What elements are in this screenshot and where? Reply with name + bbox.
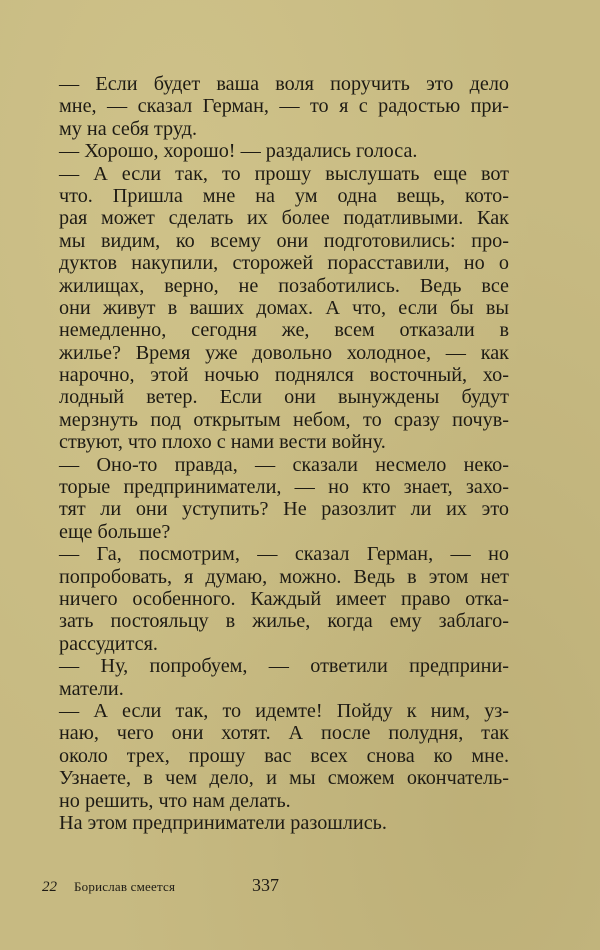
text-line: мне, — сказал Герман, — то я с радостью при-: [59, 95, 509, 118]
page-footer: [42, 876, 342, 898]
text-line: — А если так, то идемте! Пойду к ним, уз-: [59, 699, 509, 722]
text-line: матели.: [59, 677, 124, 700]
text-line: — Оно-то правда, — сказали несмело неко-: [59, 453, 509, 476]
text-line: что. Пришла мне на ум одна вещь, кото-: [59, 184, 509, 207]
text-line: дуктов накупили, сторожей порасставили, но о: [59, 252, 509, 275]
text-line: — Если будет ваша воля поручить это дело: [59, 73, 509, 95]
text-line: жилье? Время уже довольно холодное, — как: [59, 341, 509, 364]
text-line: жилищах, верно, не позаботились. Ведь все: [59, 274, 509, 297]
signature-mark: 22: [42, 879, 57, 895]
text-line: На этом предприниматели разошлись.: [59, 811, 387, 834]
text-line: нарочно, этой ночью поднялся восточный, хо-: [59, 364, 509, 387]
text-line: Узнаете, в чем дело, и мы сможем окончатель-: [59, 767, 509, 790]
text-line: около трех, прошу вас всех снова ко мне.: [59, 744, 509, 767]
text-line: тят ли они уступить? Не разозлит ли их это: [59, 498, 509, 521]
text-line: немедленно, сегодня же, всем отказали в: [59, 319, 509, 342]
text-line: но решить, что нам делать.: [59, 789, 291, 812]
text-line: еще больше?: [59, 520, 171, 543]
text-line: рассудится.: [59, 632, 158, 655]
text-line: наю, чего они хотят. А после полудня, так: [59, 722, 509, 745]
text-line: мы видим, ко всему они подготовились: про-: [59, 229, 509, 252]
text-line: рая может сделать их более податливыми. Как: [59, 207, 509, 230]
text-line: му на себя труд.: [59, 117, 198, 140]
text-line: попробовать, я думаю, можно. Ведь в этом нет: [59, 565, 509, 588]
page-number: 337: [252, 875, 279, 895]
text-line: — Хорошо, хорошо! — раздались голоса.: [59, 140, 418, 163]
text-line: — Га, посмотрим, — сказал Герман, — но: [59, 543, 509, 566]
text-line: лодный ветер. Если они вынуждены будут: [59, 386, 509, 409]
text-line: торые предприниматели, — но кто знает, захо-: [59, 476, 509, 499]
text-line: ствуют, что плохо с нами вести войну.: [59, 431, 386, 454]
text-line: — Ну, попробуем, — ответили предприни-: [59, 655, 509, 678]
text-line: ничего особенного. Каждый имеет право отка-: [59, 587, 509, 610]
body-text: [59, 73, 509, 834]
running-head: Борислав смеется: [74, 879, 176, 894]
text-line: они живут в ваших домах. А что, если бы вы: [59, 296, 509, 319]
text-line: — А если так, то прошу выслушать еще вот: [59, 162, 509, 185]
text-line: мерзнуть под открытым небом, то сразу почув-: [59, 408, 509, 431]
text-line: зать постояльцу в жилье, когда ему заблаго-: [59, 610, 509, 633]
